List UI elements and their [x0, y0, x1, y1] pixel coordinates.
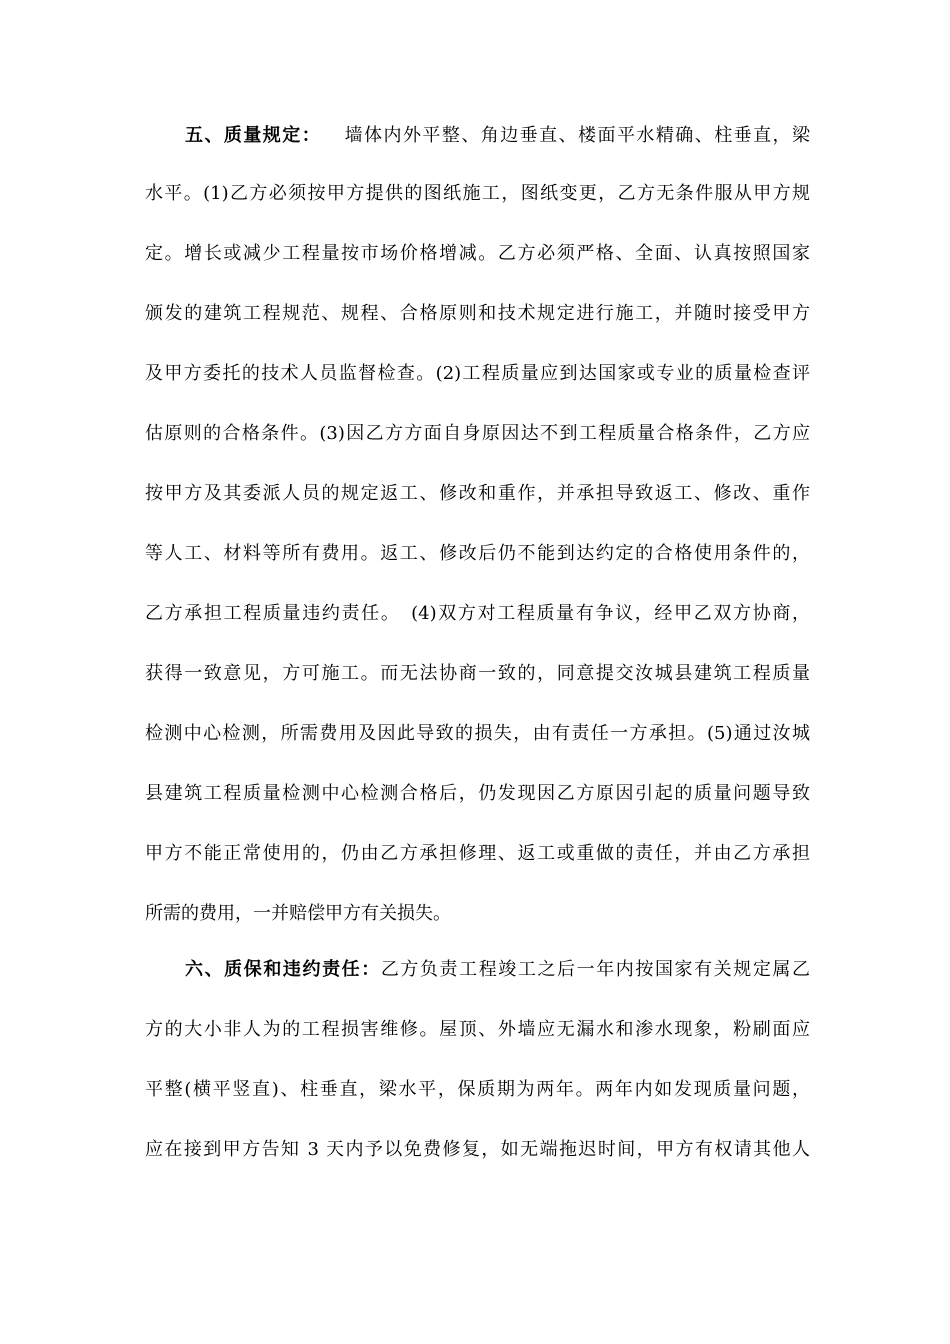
section5-line-2: 定。增长或减少工程量按市场价格增减。乙方必须严格、全面、认真按照国家	[145, 243, 810, 264]
section5-line-11: 县建筑工程质量检测中心检测合格后，仍发现因乙方原因引起的质量问题导致	[145, 783, 810, 804]
section5-line-10: 检测中心检测，所需费用及因此导致的损失，由有责任一方承担。(5)通过汝城	[145, 723, 810, 744]
section5-line-13: 所需的费用，一并赔偿甲方有关损失。	[145, 903, 451, 924]
section6-heading: 六、质保和违约责任：	[185, 959, 381, 980]
section5-line-1: 水平。(1)乙方必须按甲方提供的图纸施工，图纸变更，乙方无条件服从甲方规	[145, 183, 810, 204]
section6-line-1: 方的大小非人为的工程损害维修。屋顶、外墙应无漏水和渗水现象，粉刷面应	[145, 1019, 810, 1040]
section6-first-line	[185, 958, 810, 982]
section5-first-line	[185, 124, 810, 148]
section5-line-0: 墙体内外平整、角边垂直、楼面平水精确、柱垂直，梁	[343, 125, 810, 146]
section6-line-3: 应在接到甲方告知 3 天内予以免费修复，如无端拖迟时间，甲方有权请其他人	[145, 1139, 810, 1160]
section5-line-6: 按甲方及其委派人员的规定返工、修改和重作，并承担导致返工、修改、重作	[145, 483, 810, 504]
section5-line-3: 颁发的建筑工程规范、规程、合格原则和技术规定进行施工，并随时接受甲方	[145, 303, 810, 324]
section5-line-8: 乙方承担工程质量违约责任。 (4)双方对工程质量有争议，经甲乙双方协商，	[145, 603, 810, 624]
section5-line-9: 获得一致意见，方可施工。而无法协商一致的，同意提交汝城县建筑工程质量	[145, 663, 810, 684]
section5-line-7: 等人工、材料等所有费用。返工、修改后仍不能到达约定的合格使用条件的，	[145, 543, 810, 564]
section5-line-4: 及甲方委托的技术人员监督检查。(2)工程质量应到达国家或专业的质量检查评	[145, 363, 810, 384]
section5-heading: 五、质量规定：	[185, 125, 322, 146]
section6-line-2: 平整(横平竖直)、柱垂直，梁水平，保质期为两年。两年内如发现质量问题，	[145, 1079, 810, 1100]
section6-line-0: 乙方负责工程竣工之后一年内按国家有关规定属乙	[380, 959, 810, 980]
section5-line-12: 甲方不能正常使用的，仍由乙方承担修理、返工或重做的责任，并由乙方承担	[145, 843, 810, 864]
section5-line-5: 估原则的合格条件。(3)因乙方方面自身原因达不到工程质量合格条件，乙方应	[145, 423, 810, 444]
